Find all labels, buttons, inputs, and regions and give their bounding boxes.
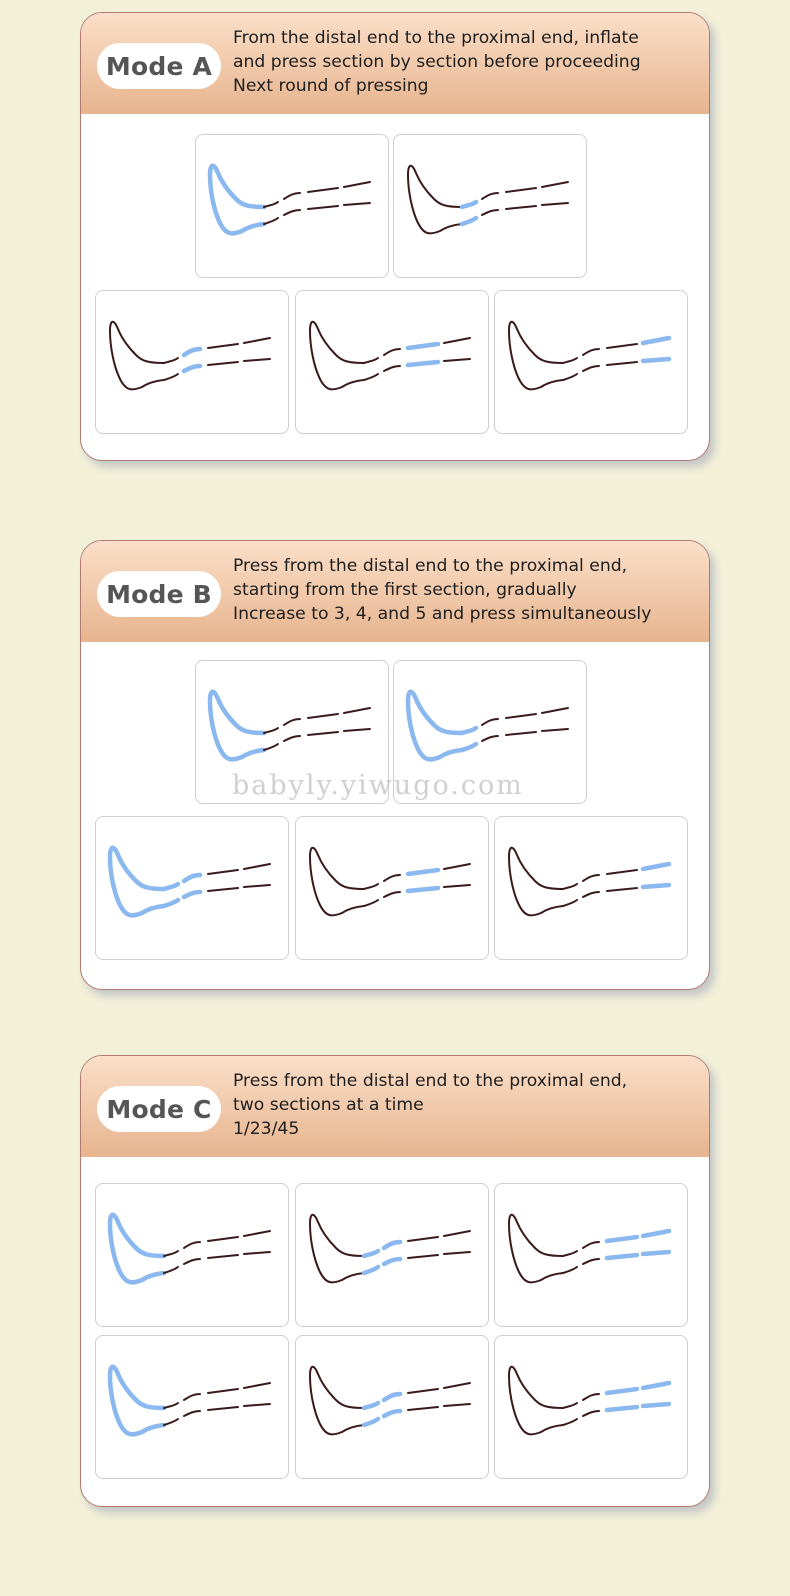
leg-section-foot-active	[210, 692, 264, 760]
mode-c-description-line: two sections at a time	[233, 1095, 424, 1115]
leg-section-knee	[208, 344, 238, 365]
leg-section-calf	[184, 1394, 200, 1416]
mode-a-description	[233, 26, 703, 98]
leg-diagram-panel	[494, 816, 688, 960]
mode-b-description-line: Press from the distal end to the proximal end,	[233, 556, 628, 576]
leg-diagram-icon	[296, 291, 490, 435]
leg-section-thigh	[244, 338, 270, 361]
mode-a-description-line: From the distal end to the proximal end, inflate	[233, 28, 639, 48]
watermark: babyly.yiwugo.com	[232, 770, 524, 801]
leg-section-ankle-active	[364, 1251, 378, 1273]
leg-section-foot	[310, 1215, 364, 1283]
leg-section-calf-active	[184, 349, 200, 371]
leg-diagram-icon	[96, 291, 290, 435]
leg-diagram-panel	[95, 816, 289, 960]
leg-section-foot	[310, 1367, 364, 1435]
mode-a-badge: Mode A	[97, 43, 221, 89]
leg-section-thigh	[344, 708, 370, 731]
leg-section-foot	[509, 848, 563, 916]
leg-section-ankle	[563, 1251, 577, 1273]
leg-section-calf	[284, 719, 300, 741]
leg-diagram-icon	[96, 1336, 290, 1480]
leg-section-knee-active	[408, 870, 438, 891]
leg-section-calf	[482, 193, 498, 215]
leg-section-ankle-active	[164, 884, 178, 906]
leg-diagram-icon	[296, 1336, 490, 1480]
leg-section-ankle	[164, 1251, 178, 1273]
leg-section-thigh-active	[643, 338, 669, 361]
leg-section-ankle	[563, 884, 577, 906]
leg-section-calf	[583, 875, 599, 897]
leg-diagram-icon	[196, 135, 390, 279]
leg-section-thigh-active	[643, 1231, 669, 1254]
leg-diagram-panel	[295, 1335, 489, 1479]
leg-section-thigh	[542, 182, 568, 205]
leg-section-ankle	[563, 1403, 577, 1425]
leg-section-foot	[310, 322, 364, 390]
leg-section-ankle	[364, 884, 378, 906]
leg-section-foot-active	[110, 848, 164, 916]
leg-section-calf	[583, 1394, 599, 1416]
leg-diagram-icon	[495, 1184, 689, 1328]
leg-section-calf	[384, 875, 400, 897]
mode-a-description-line: Next round of pressing	[233, 76, 429, 96]
leg-diagram-icon	[394, 135, 588, 279]
leg-section-thigh	[244, 864, 270, 887]
leg-section-calf	[184, 1242, 200, 1264]
leg-diagram-panel	[393, 134, 587, 278]
leg-diagram-panel	[295, 1183, 489, 1327]
leg-section-knee	[607, 344, 637, 365]
leg-section-calf	[583, 1242, 599, 1264]
mode-c-card	[80, 1055, 710, 1507]
mode-a-header	[81, 13, 709, 114]
leg-section-calf	[384, 349, 400, 371]
leg-diagram-panel	[95, 290, 289, 434]
leg-section-ankle	[563, 358, 577, 380]
leg-diagram-icon	[495, 1336, 689, 1480]
leg-diagram-icon	[96, 817, 290, 961]
mode-a-description-line: and press section by section before proceeding	[233, 52, 641, 72]
leg-section-calf-active	[184, 875, 200, 897]
leg-section-knee-active	[408, 344, 438, 365]
leg-section-knee	[408, 1389, 438, 1410]
leg-section-ankle	[364, 358, 378, 380]
leg-diagram-icon	[495, 817, 689, 961]
mode-b-description-line: Increase to 3, 4, and 5 and press simultaneously	[233, 604, 652, 624]
leg-diagram-panel	[494, 290, 688, 434]
leg-diagram-icon	[495, 291, 689, 435]
leg-section-ankle	[164, 1403, 178, 1425]
leg-section-foot	[509, 1367, 563, 1435]
leg-section-knee	[607, 870, 637, 891]
leg-diagram-panel	[295, 290, 489, 434]
leg-section-ankle-active	[462, 202, 476, 224]
leg-section-thigh	[444, 1231, 470, 1254]
leg-section-calf	[482, 719, 498, 741]
leg-section-knee	[208, 870, 238, 891]
leg-section-knee	[506, 714, 536, 735]
leg-section-calf-active	[384, 1394, 400, 1416]
mode-c-description	[233, 1069, 703, 1141]
leg-section-foot	[310, 848, 364, 916]
leg-section-calf-active	[384, 1242, 400, 1264]
mode-a-card	[80, 12, 710, 461]
mode-c-header	[81, 1056, 709, 1157]
leg-section-thigh-active	[643, 864, 669, 887]
leg-section-foot-active	[110, 1367, 164, 1435]
leg-section-foot	[408, 166, 462, 234]
leg-section-thigh	[244, 1383, 270, 1406]
leg-section-foot	[509, 322, 563, 390]
leg-section-ankle-active	[462, 728, 476, 750]
mode-b-card	[80, 540, 710, 990]
leg-diagram-panel	[95, 1335, 289, 1479]
mode-c-description-line: Press from the distal end to the proximal end,	[233, 1071, 628, 1091]
leg-section-thigh	[344, 182, 370, 205]
leg-section-thigh	[444, 864, 470, 887]
leg-section-knee	[208, 1389, 238, 1410]
leg-section-knee	[308, 188, 338, 209]
leg-diagram-icon	[96, 1184, 290, 1328]
leg-diagram-panel	[494, 1335, 688, 1479]
leg-diagram-panel	[195, 134, 389, 278]
leg-section-thigh	[444, 1383, 470, 1406]
leg-section-foot-active	[210, 166, 264, 234]
leg-section-ankle	[164, 358, 178, 380]
leg-section-calf	[583, 349, 599, 371]
leg-section-thigh-active	[643, 1383, 669, 1406]
leg-section-knee-active	[607, 1389, 637, 1410]
leg-section-thigh	[244, 1231, 270, 1254]
leg-section-thigh	[542, 708, 568, 731]
leg-diagram-icon	[296, 817, 490, 961]
leg-diagram-panel	[295, 816, 489, 960]
mode-b-description	[233, 554, 703, 626]
leg-section-knee	[208, 1237, 238, 1258]
leg-section-foot	[509, 1215, 563, 1283]
leg-section-thigh	[444, 338, 470, 361]
leg-section-ankle	[264, 202, 278, 224]
leg-section-knee	[308, 714, 338, 735]
mode-c-description-line: 1/23/45	[233, 1119, 300, 1139]
mode-b-header	[81, 541, 709, 642]
leg-section-ankle	[264, 728, 278, 750]
leg-diagram-panel	[95, 1183, 289, 1327]
leg-section-knee	[408, 1237, 438, 1258]
leg-section-foot-active	[110, 1215, 164, 1283]
leg-section-foot	[110, 322, 164, 390]
leg-section-knee	[506, 188, 536, 209]
leg-section-knee-active	[607, 1237, 637, 1258]
leg-section-calf	[284, 193, 300, 215]
leg-diagram-icon	[296, 1184, 490, 1328]
leg-diagram-panel	[494, 1183, 688, 1327]
mode-b-badge: Mode B	[97, 571, 221, 617]
leg-section-foot-active	[408, 692, 462, 760]
mode-c-badge: Mode C	[97, 1086, 221, 1132]
mode-b-description-line: starting from the first section, gradually	[233, 580, 577, 600]
leg-section-ankle-active	[364, 1403, 378, 1425]
